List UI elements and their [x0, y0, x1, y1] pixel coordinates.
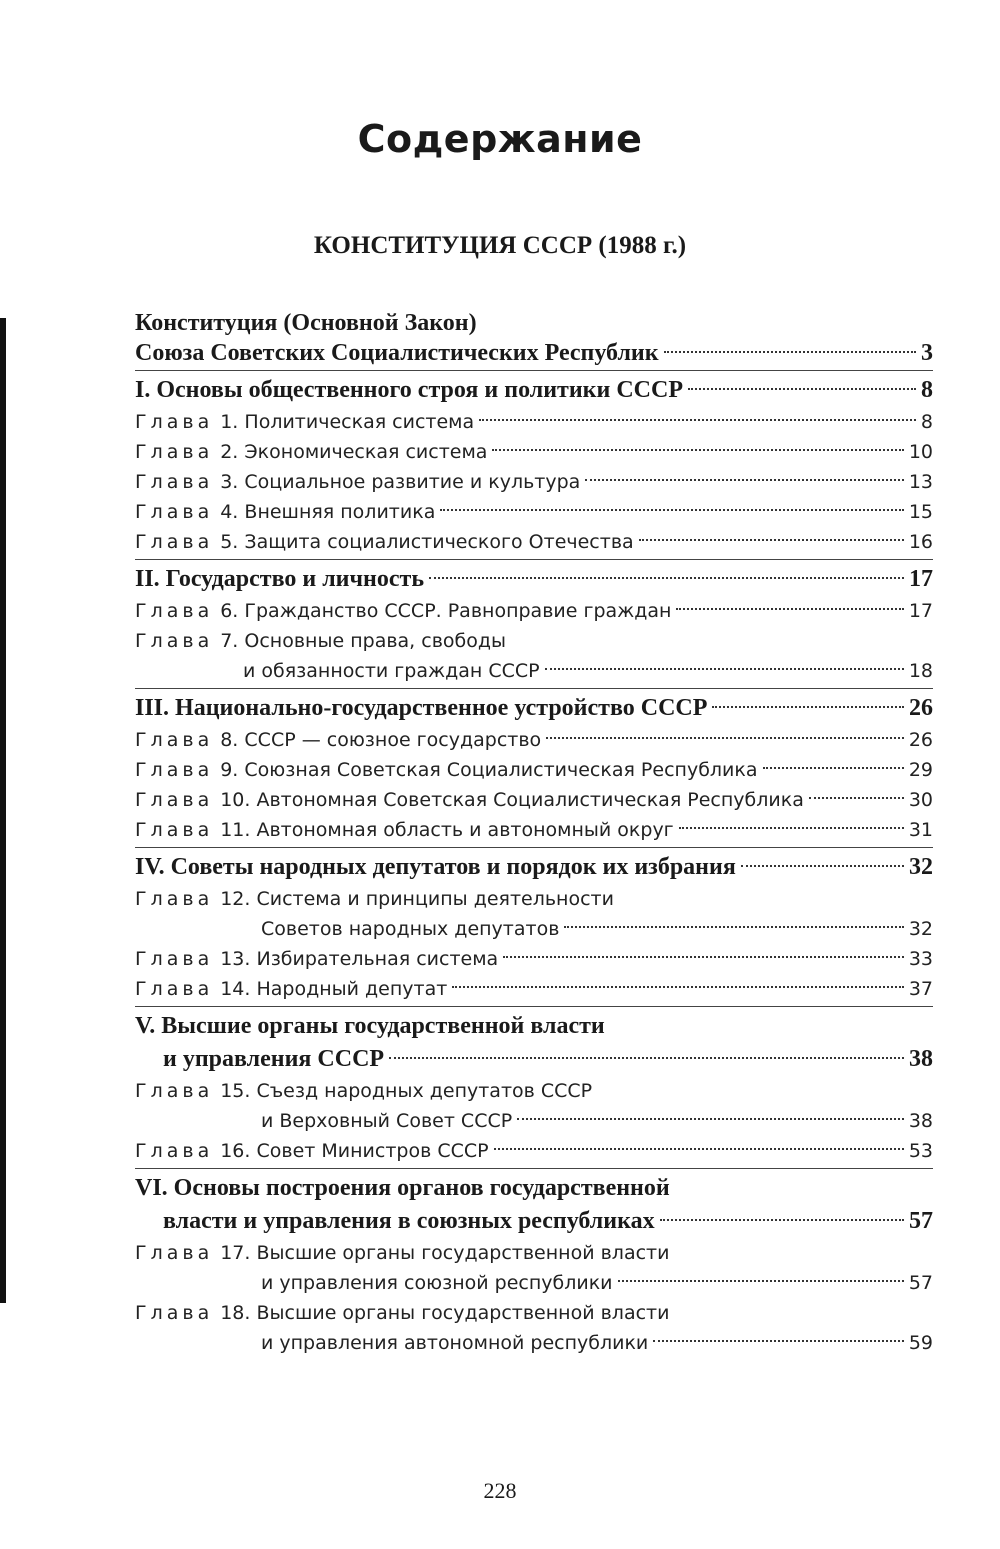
section-page: 38 — [909, 1046, 933, 1072]
chapter-title-line: и обязанности граждан СССР — [243, 660, 540, 682]
toc-chapter[interactable] — [135, 1238, 933, 1298]
chapter-word: Глава — [135, 501, 214, 523]
chapter-word: Глава — [135, 1302, 214, 1324]
table-of-contents — [135, 308, 933, 1358]
chapter-word: Глава — [135, 471, 214, 493]
dot-leader — [545, 668, 904, 670]
page-title: Содержание — [357, 117, 643, 162]
chapter-page: 15 — [908, 501, 933, 523]
toc-chapter[interactable] — [135, 944, 933, 974]
chapter-page: 30 — [908, 789, 933, 811]
chapter-page: 16 — [908, 531, 933, 553]
toc-chapter[interactable] — [135, 467, 933, 497]
dot-leader — [688, 388, 916, 390]
chapter-word: Глава — [135, 411, 214, 433]
toc-chapter[interactable] — [135, 1136, 933, 1166]
chapter-page: 59 — [908, 1332, 933, 1354]
dot-leader — [618, 1280, 904, 1282]
chapter-page: 13 — [908, 471, 933, 493]
chapter-number: 12. — [220, 888, 251, 910]
chapter-word: Глава — [135, 759, 214, 781]
dot-leader — [440, 509, 903, 511]
chapter-page: 33 — [908, 948, 933, 970]
chapter-number: 2. — [220, 441, 239, 463]
section-page: 17 — [909, 566, 933, 592]
chapter-word: Глава — [135, 1140, 214, 1162]
chapter-page: 57 — [908, 1272, 933, 1294]
chapter-number: 1. — [220, 411, 239, 433]
chapter-page: 38 — [908, 1110, 933, 1132]
toc-chapter[interactable] — [135, 437, 933, 467]
dot-leader — [763, 767, 904, 769]
document-subtitle: КОНСТИТУЦИЯ СССР (1988 г.) — [313, 232, 687, 259]
toc-main-entry[interactable] — [135, 308, 933, 368]
section-divider — [135, 688, 933, 689]
dot-leader — [664, 351, 916, 353]
chapter-word: Глава — [135, 789, 214, 811]
chapter-page: 31 — [908, 819, 933, 841]
section-title-line: власти и управления в союзных республиках — [163, 1208, 655, 1234]
dot-leader — [546, 737, 904, 739]
chapter-title-line: Система и принципы деятельности — [256, 888, 614, 910]
chapter-word: Глава — [135, 630, 214, 652]
toc-chapter[interactable] — [135, 884, 933, 944]
dot-leader — [679, 827, 904, 829]
chapter-word: Глава — [135, 729, 214, 751]
chapter-word: Глава — [135, 819, 214, 841]
chapter-title-line: Автономная область и автономный округ — [256, 819, 674, 841]
chapter-title-line: Народный депутат — [256, 978, 448, 1000]
chapter-page: 26 — [908, 729, 933, 751]
chapter-page: 32 — [908, 918, 933, 940]
toc-chapter[interactable] — [135, 725, 933, 755]
dot-leader — [809, 797, 904, 799]
chapter-title-line: Защита социалистического Отечества — [244, 531, 634, 553]
dot-leader — [712, 706, 904, 708]
toc-section[interactable] — [135, 851, 933, 884]
chapter-word: Глава — [135, 441, 214, 463]
main-entry-page: 3 — [921, 340, 933, 366]
chapter-number: 9. — [220, 759, 239, 781]
toc-chapter[interactable] — [135, 1076, 933, 1136]
section-divider — [135, 370, 933, 371]
chapter-title-line: Гражданство СССР. Равноправие граждан — [244, 600, 672, 622]
dot-leader — [653, 1340, 904, 1342]
chapter-word: Глава — [135, 531, 214, 553]
dot-leader — [389, 1057, 904, 1059]
chapter-title-line: и Верховный Совет СССР — [261, 1110, 513, 1132]
chapter-number: 14. — [220, 978, 251, 1000]
section-title-line: VI. Основы построения органов государственной — [135, 1175, 670, 1201]
page-number: 228 — [483, 1478, 517, 1503]
chapter-title-line: и управления автономной республики — [261, 1332, 649, 1354]
chapter-title-line: Советов народных депутатов — [261, 918, 560, 940]
toc-section[interactable] — [135, 374, 933, 407]
chapter-word: Глава — [135, 600, 214, 622]
chapter-word: Глава — [135, 978, 214, 1000]
toc-chapter[interactable] — [135, 1298, 933, 1358]
dot-leader — [660, 1219, 904, 1221]
chapter-number: 6. — [220, 600, 239, 622]
chapter-title-line: Социальное развитие и культура — [244, 471, 581, 493]
toc-section[interactable] — [135, 1172, 933, 1238]
chapter-title-line: Высшие органы государственной власти — [256, 1242, 670, 1264]
dot-leader — [741, 865, 904, 867]
toc-chapter[interactable] — [135, 497, 933, 527]
main-entry-line-2: Союза Советских Социалистических Республик — [135, 340, 659, 366]
chapter-number: 8. — [220, 729, 239, 751]
chapter-word: Глава — [135, 1080, 214, 1102]
chapter-page: 29 — [908, 759, 933, 781]
chapter-title-line: Избирательная система — [256, 948, 499, 970]
section-title-line: V. Высшие органы государственной власти — [135, 1013, 605, 1039]
section-title-line: II. Государство и личность — [135, 566, 425, 592]
toc-section[interactable] — [135, 1010, 933, 1076]
dot-leader — [503, 956, 904, 958]
section-divider — [135, 1168, 933, 1169]
chapter-title-line: СССР — союзное государство — [244, 729, 542, 751]
chapter-title-line: Автономная Советская Социалистическая Республика — [256, 789, 804, 811]
chapter-title-line: Высшие органы государственной власти — [256, 1302, 670, 1324]
toc-chapter[interactable] — [135, 626, 933, 686]
chapter-number: 5. — [220, 531, 239, 553]
chapter-number: 13. — [220, 948, 251, 970]
chapter-page: 17 — [908, 600, 933, 622]
chapter-page: 10 — [908, 441, 933, 463]
chapter-number: 4. — [220, 501, 239, 523]
dot-leader — [564, 926, 903, 928]
chapter-number: 18. — [220, 1302, 251, 1324]
dot-leader — [676, 608, 903, 610]
dot-leader — [639, 539, 904, 541]
section-title-line: IV. Советы народных депутатов и порядок их избрания — [135, 854, 736, 880]
chapter-title-line: Союзная Советская Социалистическая Республика — [244, 759, 758, 781]
chapter-word: Глава — [135, 948, 214, 970]
chapter-title-line: Основные права, свободы — [244, 630, 506, 652]
toc-section[interactable] — [135, 692, 933, 725]
section-title-line: III. Национально-государственное устройство СССР — [135, 695, 708, 721]
dot-leader — [494, 1148, 904, 1150]
chapter-title-line: Политическая система — [244, 411, 475, 433]
chapter-number: 3. — [220, 471, 239, 493]
section-title-line: I. Основы общественного строя и политики СССР — [135, 377, 683, 403]
toc-chapter[interactable] — [135, 974, 933, 1004]
chapter-title-line: Экономическая система — [244, 441, 488, 463]
chapter-number: 11. — [220, 819, 251, 841]
page-edge-shadow — [0, 318, 6, 1303]
chapter-title-line: Съезд народных депутатов СССР — [256, 1080, 593, 1102]
section-divider — [135, 559, 933, 560]
chapter-word: Глава — [135, 1242, 214, 1264]
dot-leader — [479, 419, 916, 421]
chapter-number: 16. — [220, 1140, 251, 1162]
chapter-page: 37 — [908, 978, 933, 1000]
chapter-title-line: Внешняя политика — [244, 501, 436, 523]
section-divider — [135, 1006, 933, 1007]
toc-chapter[interactable] — [135, 527, 933, 557]
section-page: 26 — [909, 695, 933, 721]
chapter-number: 15. — [220, 1080, 251, 1102]
main-entry-line-1: Конституция (Основной Закон) — [135, 310, 477, 336]
section-page: 8 — [921, 377, 933, 403]
chapter-number: 7. — [220, 630, 239, 652]
dot-leader — [429, 577, 904, 579]
dot-leader — [517, 1118, 904, 1120]
chapter-page: 18 — [908, 660, 933, 682]
chapter-title-line: и управления союзной республики — [261, 1272, 613, 1294]
chapter-number: 10. — [220, 789, 251, 811]
section-page: 57 — [909, 1208, 933, 1234]
chapter-number: 17. — [220, 1242, 251, 1264]
section-divider — [135, 847, 933, 848]
toc-chapter[interactable] — [135, 815, 933, 845]
toc-chapter[interactable] — [135, 596, 933, 626]
chapter-page: 8 — [920, 411, 933, 433]
toc-chapter[interactable] — [135, 755, 933, 785]
dot-leader — [452, 986, 903, 988]
toc-chapter[interactable] — [135, 407, 933, 437]
section-page: 32 — [909, 854, 933, 880]
toc-section[interactable] — [135, 563, 933, 596]
toc-chapter[interactable] — [135, 785, 933, 815]
dot-leader — [492, 449, 903, 451]
chapter-title-line: Совет Министров СССР — [256, 1140, 489, 1162]
chapter-page: 53 — [908, 1140, 933, 1162]
section-title-line: и управления СССР — [163, 1046, 385, 1072]
chapter-word: Глава — [135, 888, 214, 910]
dot-leader — [585, 479, 904, 481]
